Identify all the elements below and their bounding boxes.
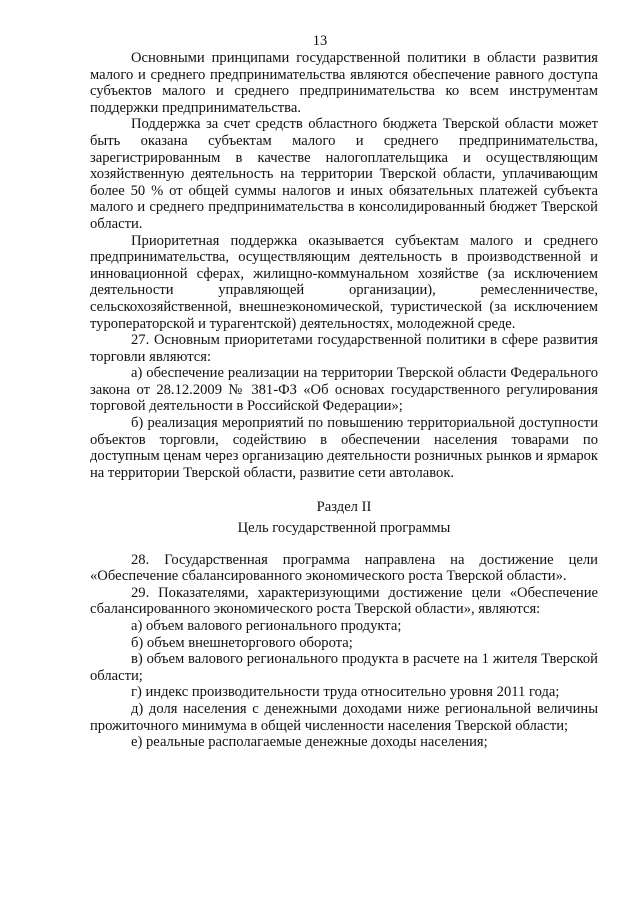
list-item-f: е) реальные располагаемые денежные доходы населения; bbox=[131, 734, 488, 751]
section-label: Раздел II bbox=[316, 499, 372, 516]
paragraph-priority-support: Приоритетная поддержка оказывается субъектам малого и среднего предпринимательства, осуществляющим деятельность в производственной и инновационной сферах, жилищно-коммунальном хозяйстве (за исключением деятельности управляющей организации), ремесленничестве, сельскохозяйственной, внешнеэкономической, туристической (за исключением туроператорской и турагентской) деятельностях, молодежной среде. bbox=[90, 232, 598, 332]
paragraph-principles: Основными принципами государственной политики в области развития малого и среднего предпринимательства являются обеспечение равного доступа субъектов малого и среднего предпринимательства ко всем инструментам поддержки предпринимательства. bbox=[90, 50, 598, 116]
list-item-a: а) объем валового регионального продукта; bbox=[131, 618, 402, 634]
section-title: Цель государственной программы bbox=[237, 520, 451, 537]
list-item-c: в) объем валового регионального продукта в расчете на 1 жителя Тверской области; bbox=[90, 651, 598, 684]
paragraph-29: 29. Показателями, характеризующими достижение цели «Обеспечение сбалансированного экономического роста Тверской области», являются: bbox=[90, 584, 598, 618]
paragraph-27-b: б) реализация мероприятий по повышению территориальной доступности объектов торговли, содействию в обеспечении населения товарами по доступным ценам через организацию деятельности розничных рынков и ярмарок на территории Тверской области, развитие сети автолавок. bbox=[90, 415, 598, 481]
paragraph-budget-support: Поддержка за счет средств областного бюджета Тверской области может быть оказана субъектам малого и среднего предпринимательства, зарегистрированным в качестве налогоплательщика и осуществляющим хозяйственную деятельность на территории Тверской области, уплачивающим более 50 % от общей суммы налогов и иных обязательных платежей субъекта малого и среднего предпринимательства в консолидированный бюджет Тверской области. bbox=[90, 116, 598, 232]
paragraph-28: 28. Государственная программа направлена на достижение цели «Обеспечение сбалансированного экономического роста Тверской области». bbox=[90, 551, 598, 585]
list-item-d: г) индекс производительности труда относительно уровня 2011 года; bbox=[131, 684, 560, 701]
document-body bbox=[90, 50, 598, 751]
paragraph-27: 27. Основным приоритетами государственной политики в сфере развития торговли являются: bbox=[90, 332, 598, 365]
paragraph-27-a: а) обеспечение реализации на территории Тверской области Федерального закона от 28.12.2009 № 381-ФЗ «Об основах государственного регулирования торговой деятельности в Российской Федерации»; bbox=[90, 365, 598, 415]
page-number: 13 bbox=[312, 33, 328, 49]
list-item-b: б) объем внешнеторгового оборота; bbox=[131, 634, 353, 651]
list-item-e: д) доля населения с денежными доходами ниже региональной величины прожиточного минимума в общей численности населения Тверской области; bbox=[90, 700, 598, 734]
